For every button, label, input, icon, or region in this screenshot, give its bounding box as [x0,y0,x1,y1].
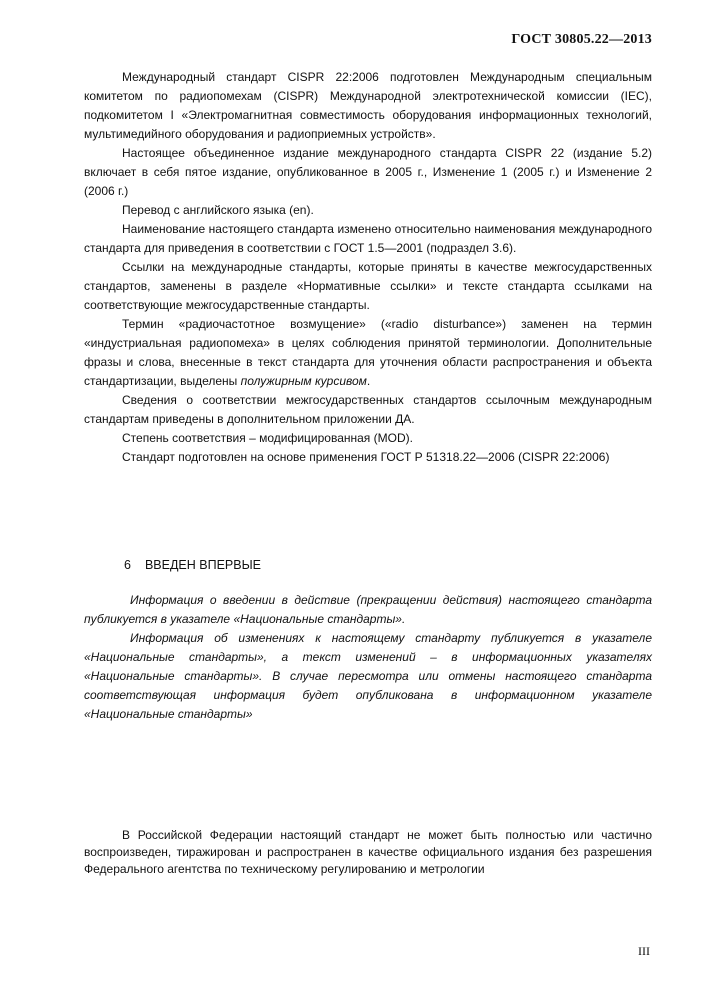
term-text: Термин «радиочастотное возмущение» («radio disturbance») заменен на термин «индустриальная радиопомеха» в целях соблюдения принятой терминологии. Дополнительные фразы и слова, внесенные в текст стандарта для уточнения области распространения и объекта стандартизации, выделены [84,317,652,388]
paragraph: Ссылки на международные стандарты, которые приняты в качестве межгосударственных стандартов, заменены в разделе «Нормативные ссылки» и тексте стандарта ссылками на соответствующие межгосударственные стандарты. [84,260,652,312]
section-heading [124,558,261,572]
paragraph: Стандарт подготовлен на основе применения ГОСТ Р 51318.22—2006 (CISPR 22:2006) [122,450,610,464]
paragraph: Перевод с английского языка (en). [122,203,314,217]
rights-paragraph: В Российской Федерации настоящий стандарт не может быть полностью или частично воспроизведен, тиражирован и распространен в качестве официального издания без разрешения Федерального агентства по техническому регулированию и метрологии [84,828,652,876]
info-paragraph: Информация о введении в действие (прекращении действия) настоящего стандарта публикуется в указателе «Национальные стандарты». [84,593,652,626]
preface-text [84,68,652,467]
emphasis-text: полужирным курсивом [240,374,367,388]
document-number: ГОСТ 30805.22—2013 [511,32,652,47]
section-title: ВВЕДЕН ВПЕРВЫЕ [144,558,262,572]
paragraph: Наименование настоящего стандарта изменено относительно наименования международного стандарта для приведения в соответствии с ГОСТ 1.5—2001 (подраздел 3.6). [84,222,652,255]
term-text-end: . [366,374,371,388]
rights-notice [84,827,652,878]
info-block [84,591,652,724]
page-number: III [638,944,650,958]
paragraph: Международный стандарт CISPR 22:2006 подготовлен Международным специальным комитетом по радиопомехам (CISPR) Международной электротехнической комиссии (IEC), подкомитетом I «Электромагнитная совместимость оборудования информационных технологий, мультимедийного оборудования и радиоприемных устройств». [84,70,652,141]
paragraph: Сведения о соответствии межгосударственных стандартов ссылочным международным стандартам приведены в дополнительном приложении ДА. [84,393,652,426]
paragraph: Степень соответствия – модифицированная (MOD). [122,431,413,445]
paragraph: Настоящее объединенное издание международного стандарта CISPR 22 (издание 5.2) включает в себя пятое издание, опубликованное в 2005 г., Изменение 1 (2005 г.) и Изменение 2 (2006 г.) [84,146,652,198]
section-number: 6 [124,558,131,572]
term-paragraph [84,315,652,391]
info-paragraph: Информация об изменениях к настоящему стандарту публикуется в указателе «Национальные стандарты», а текст изменений – в информационных указателях «Национальные стандарты». В случае пересмотра или отмены настоящего стандарта соответствующая информация будет опубликована в информационном указателе «Национальные стандарты» [84,631,652,721]
